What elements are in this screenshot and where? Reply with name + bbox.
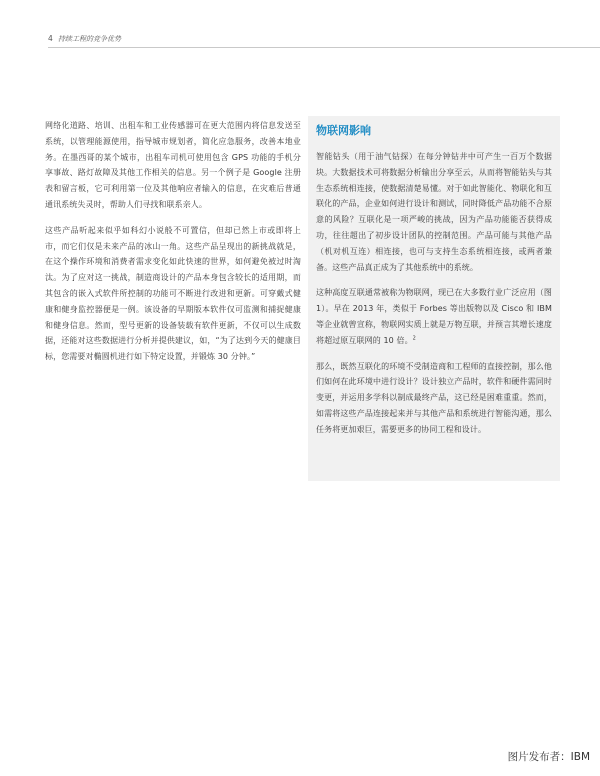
running-title: 持续工程的竞争优势 — [58, 35, 121, 43]
section-title: 物联网影响 — [316, 124, 371, 137]
right-paragraph-1: 智能钻头（用于油气钻探）在每分钟钻井中可产生一百万个数据块。大数据技术可将数据分析输出分享至云，从而将智能钻头与其生态系统相连接，使数据清楚易懂。对于如此智能化、物联化和互联化的产品，企业如何进行设计和测试，同时降低产品功能不合原意的风险？互联化是一项严峻的挑战，因为产品功能能否获得成功，往往超出了初步设计团队的控制范围。产品可能与其他产品（机对机互连）相连接，也可与支持生态系统相连接，或两者兼备。这些产品真正成为了其他系统中的系统。 — [316, 152, 552, 272]
right-paragraph-3: 那么，既然互联化的环境不受制造商和工程师的直接控制，那么他们如何在此环境中进行设计？设计独立产品时，软件和硬件需同时变更，并运用多学科以制成最终产品，这已经是困难重重。然而，如需将这些产品连接起来并与其他产品和系统进行智能沟通，那么任务将更加艰巨，需要更多的协同工程和设计。 — [316, 361, 552, 434]
left-column — [45, 118, 301, 375]
header-divider — [48, 47, 600, 48]
page-header — [0, 30, 600, 50]
publisher-credit: 图片发布者：IBM — [507, 751, 590, 763]
iot-sidebar-panel — [308, 116, 560, 481]
right-paragraph-2-text: 这种高度互联通常被称为物联网，现已在大多数行业广泛应用（图 1）。早在 2013 年，类似于 Forbes 等出版物以及 Cisco 和 IBM 等企业就曾宣称，物联网实质上就是万物互联，并预言其增长速度将超过原互联网的 10 倍。 — [316, 288, 552, 345]
footnote-reference[interactable]: 2 — [412, 335, 416, 342]
page-number: 4 — [48, 34, 53, 43]
left-paragraph-1: 网络化道路、培训、出租车和工业传感器可在更大范围内将信息发送至系统，以管理能源使用，指导城市规划者，简化应急服务，改善本地业务。在墨西哥的某个城市，出租车司机可使用包含 GPS 功能的手机分享事故、路灯故障及其他工作相关的信息。另一个例子是 Google 注册表和留言板，它可利用第一位及其他响应者输入的信息，在灾难后普通通讯系统失灵时，帮助人们寻找和联系亲人。 — [45, 121, 301, 209]
right-paragraph-2 — [316, 285, 552, 348]
left-paragraph-2: 这些产品听起来似乎如科幻小说般不可置信，但却已然上市或即将上市，而它们仅是未来产品的冰山一角。这些产品呈现出的新挑战就是，在这个操作环境和消费者需求变化如此快速的世界，如何避免被过时淘汰。为了应对这一挑战，制造商设计的产品本身包含较长的适用期，而其包含的嵌入式软件所控制的功能可不断进行改进和更新。可穿戴式健康和健身监控器便是一例。该设备的早期版本软件仅可监测和捕捉健康和健身信息。然而，型号更新的设备装载有软件更新，不仅可以生成数据，还能对这些数据进行分析并提供建议，如，“为了达到今天的健康目标，您需要对椭圆机进行如下特定设置，并锻炼 30 分钟。” — [45, 225, 301, 362]
